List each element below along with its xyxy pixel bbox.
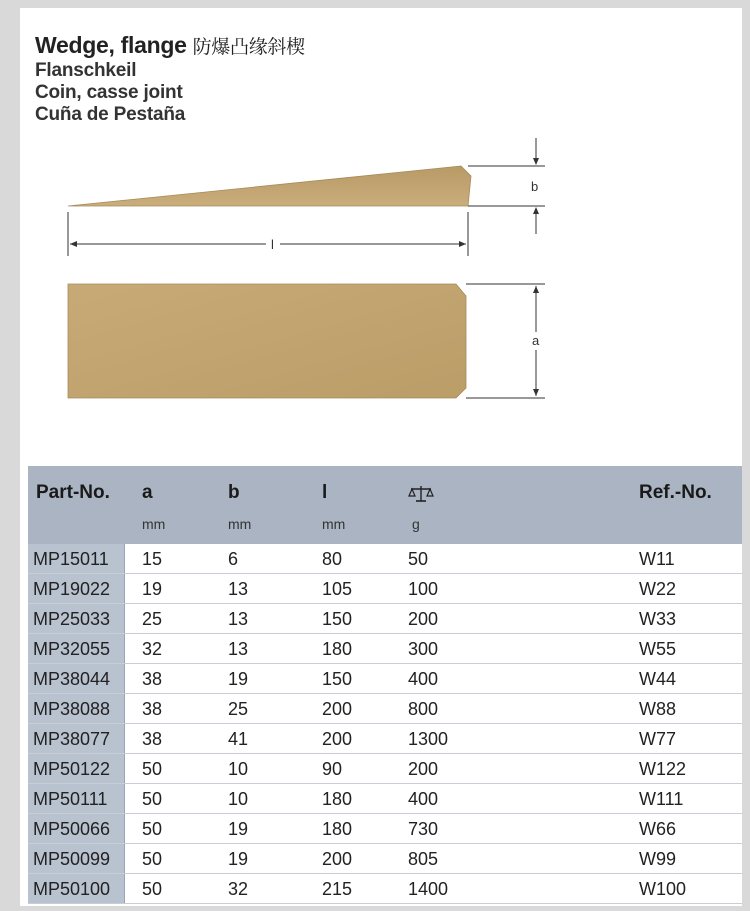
header-ref-no: Ref.-No. <box>639 482 712 503</box>
header-a: a <box>142 482 153 503</box>
ref-no-value: W77 <box>639 729 677 749</box>
b-value: 32 <box>228 879 249 899</box>
wedge-drawing <box>20 8 742 458</box>
weight-value: 730 <box>408 819 439 839</box>
part-no-value: MP32055 <box>33 639 111 659</box>
a-value: 50 <box>142 819 163 839</box>
b-value: 13 <box>228 609 249 629</box>
a-value: 50 <box>142 879 163 899</box>
a-value: 15 <box>142 549 163 569</box>
part-no-cell <box>28 664 125 693</box>
b-value: 25 <box>228 699 249 719</box>
title-english: Wedge, flange 防爆凸缘斜楔 <box>35 32 305 58</box>
l-value: 105 <box>322 579 353 599</box>
unit-weight: g <box>412 516 420 532</box>
weight-value: 400 <box>408 789 439 809</box>
table-row <box>28 724 742 754</box>
ref-no-value: W99 <box>639 849 677 869</box>
ref-no-value: W66 <box>639 819 677 839</box>
title-german: Flanschkeil <box>35 60 137 81</box>
dim-b-label: b <box>531 179 539 194</box>
a-value: 50 <box>142 849 163 869</box>
part-no-value: MP50111 <box>33 789 108 809</box>
part-no-cell <box>28 844 125 873</box>
part-no-value: MP38088 <box>33 699 111 719</box>
part-no-cell <box>28 874 125 903</box>
ref-no-value: W44 <box>639 669 677 689</box>
part-no-value: MP50100 <box>33 879 111 899</box>
part-no-cell <box>28 604 125 633</box>
b-value: 19 <box>228 669 249 689</box>
table-row <box>28 874 742 904</box>
l-value: 200 <box>322 729 353 749</box>
unit-l: mm <box>322 516 346 532</box>
table-row <box>28 814 742 844</box>
b-value: 19 <box>228 849 249 869</box>
title-spanish: Cuña de Pestaña <box>35 104 186 125</box>
b-value: 13 <box>228 639 249 659</box>
ref-no-value: W22 <box>639 579 677 599</box>
header-b: b <box>228 482 240 503</box>
weight-value: 1400 <box>408 879 449 899</box>
l-value: 80 <box>322 549 343 569</box>
ref-no-value: W33 <box>639 609 677 629</box>
part-no-value: MP50066 <box>33 819 111 839</box>
table-row <box>28 544 742 574</box>
a-value: 32 <box>142 639 163 659</box>
a-value: 19 <box>142 579 163 599</box>
part-no-value: MP15011 <box>33 549 109 569</box>
ref-no-value: W100 <box>639 879 687 899</box>
ref-no-value: W122 <box>639 759 687 779</box>
part-no-cell <box>28 634 125 663</box>
weight-value: 800 <box>408 699 439 719</box>
table-row <box>28 784 742 814</box>
table-row <box>28 574 742 604</box>
part-no-cell <box>28 694 125 723</box>
weight-value: 300 <box>408 639 439 659</box>
a-value: 38 <box>142 669 163 689</box>
b-value: 19 <box>228 819 249 839</box>
table-header <box>28 466 742 544</box>
weight-value: 200 <box>408 609 439 629</box>
l-value: 90 <box>322 759 343 779</box>
wedge-side-view <box>68 166 471 206</box>
part-no-value: MP38077 <box>33 729 111 749</box>
title-chinese: 防爆凸缘斜楔 <box>192 36 305 58</box>
part-no-cell <box>28 754 125 783</box>
part-no-value: MP25033 <box>33 609 111 629</box>
ref-no-value: W111 <box>639 789 684 809</box>
title-french: Coin, casse joint <box>35 82 183 103</box>
l-value: 215 <box>322 879 353 899</box>
l-value: 180 <box>322 819 353 839</box>
l-value: 150 <box>322 609 353 629</box>
scale-icon <box>408 484 434 510</box>
b-value: 6 <box>228 549 239 569</box>
l-value: 180 <box>322 639 353 659</box>
table-row <box>28 634 742 664</box>
part-no-cell <box>28 724 125 753</box>
weight-value: 805 <box>408 849 439 869</box>
spec-table <box>28 466 742 904</box>
unit-b: mm <box>228 516 252 532</box>
part-no-value: MP19022 <box>33 579 111 599</box>
ref-no-value: W88 <box>639 699 677 719</box>
ref-no-value: W55 <box>639 639 677 659</box>
part-no-cell <box>28 544 125 573</box>
part-no-cell <box>28 574 125 603</box>
weight-value: 200 <box>408 759 439 779</box>
table-body <box>28 544 742 904</box>
weight-value: 400 <box>408 669 439 689</box>
table-row <box>28 754 742 784</box>
b-value: 10 <box>228 759 249 779</box>
a-value: 50 <box>142 789 163 809</box>
l-value: 150 <box>322 669 353 689</box>
weight-value: 1300 <box>408 729 449 749</box>
table-row <box>28 604 742 634</box>
b-value: 10 <box>228 789 249 809</box>
dim-l-label: l <box>271 237 274 252</box>
part-no-cell <box>28 814 125 843</box>
a-value: 38 <box>142 699 163 719</box>
l-value: 200 <box>322 699 353 719</box>
dim-a-label: a <box>532 333 540 348</box>
b-value: 41 <box>228 729 249 749</box>
unit-a: mm <box>142 516 166 532</box>
table-row <box>28 694 742 724</box>
l-value: 200 <box>322 849 353 869</box>
weight-value: 100 <box>408 579 439 599</box>
part-no-value: MP50099 <box>33 849 111 869</box>
wedge-top-view <box>68 284 466 398</box>
weight-value: 50 <box>408 549 429 569</box>
header-l: l <box>322 482 328 503</box>
a-value: 50 <box>142 759 163 779</box>
part-no-cell <box>28 784 125 813</box>
part-no-value: MP50122 <box>33 759 111 779</box>
b-value: 13 <box>228 579 249 599</box>
header-part-no: Part-No. <box>36 482 110 503</box>
ref-no-value: W11 <box>639 549 675 569</box>
table-row <box>28 844 742 874</box>
product-sheet <box>20 8 742 906</box>
a-value: 25 <box>142 609 163 629</box>
l-value: 180 <box>322 789 353 809</box>
table-row <box>28 664 742 694</box>
a-value: 38 <box>142 729 163 749</box>
part-no-value: MP38044 <box>33 669 111 689</box>
